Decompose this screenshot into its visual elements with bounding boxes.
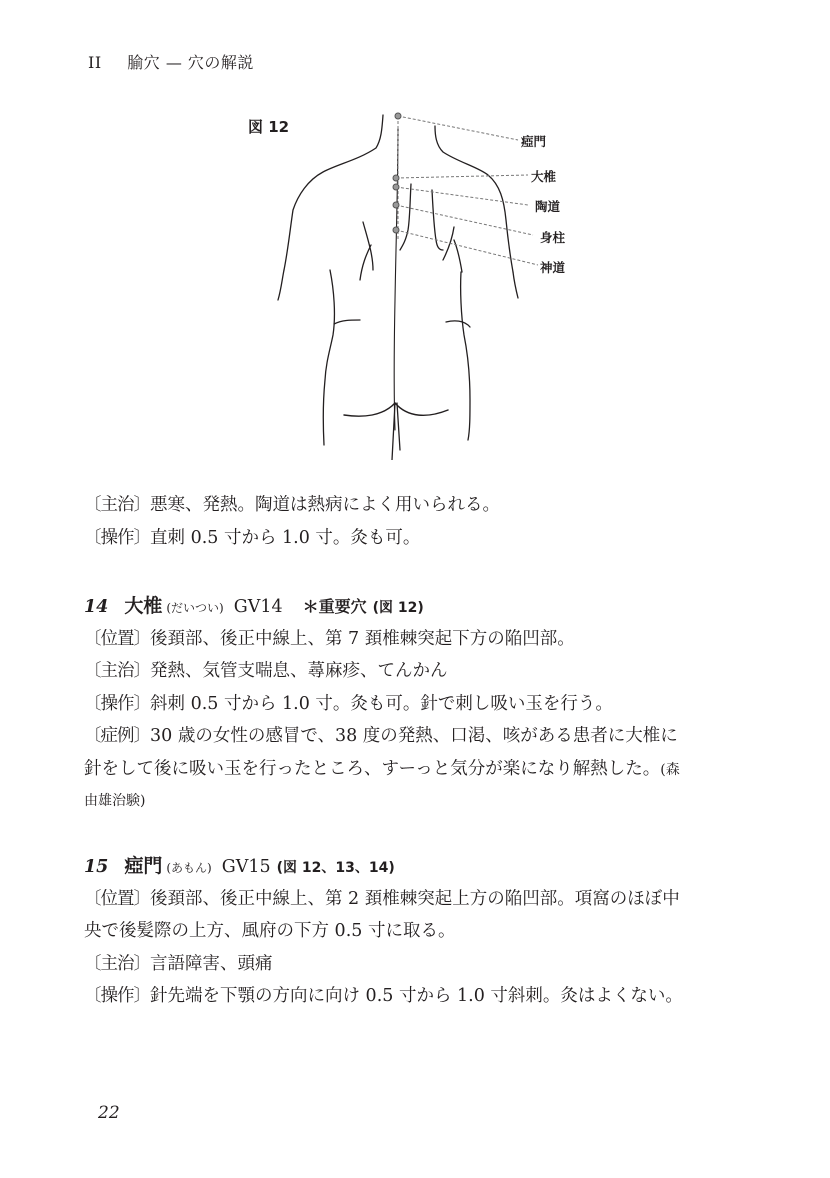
tag-method: 〔操作〕 <box>84 986 150 1006</box>
method-text: 直刺 0.5 寸から 1.0 寸。灸も可。 <box>150 527 421 548</box>
location-text: 後頚部、後正中線上、第 7 頚椎棘突起下方の陥凹部。 <box>150 628 575 649</box>
point-label-taodao: 陶道 <box>535 199 561 214</box>
case-source-note-cont: 由雄治験) <box>84 793 146 809</box>
importance-badge: ＊重要穴 <box>302 597 367 616</box>
method-line <box>84 980 683 1013</box>
indications-line <box>84 655 680 688</box>
tag-method: 〔操作〕 <box>84 527 150 548</box>
tag-indications: 〔主治〕 <box>84 953 150 974</box>
tag-location: 〔位置〕 <box>84 628 150 649</box>
case-continuation <box>84 753 680 786</box>
prev-section-body <box>84 489 500 554</box>
indications-line <box>84 948 683 981</box>
running-head <box>88 50 254 73</box>
method-text: 針先端を下顎の方向に向け 0.5 寸から 1.0 寸斜刺。灸はよくない。 <box>150 986 683 1006</box>
location-line <box>84 623 680 656</box>
case-source-note: (森 <box>660 761 680 778</box>
point-label-dazhui: 大椎 <box>531 169 557 184</box>
section-15-heading <box>84 850 683 883</box>
point-label-shenzhu: 身柱 <box>540 230 566 245</box>
prev-method-line <box>84 522 500 555</box>
tag-case: 〔症例〕 <box>84 726 150 746</box>
point-name: 瘂門 <box>124 855 163 877</box>
point-code: GV14 <box>233 597 283 617</box>
chapter-number: II <box>88 53 102 72</box>
case-line <box>84 720 680 753</box>
case-text: 30 歳の女性の感冒で、38 度の発熱、口渇、咳がある患者に大椎に <box>150 726 678 746</box>
prev-indications-line <box>84 489 500 522</box>
point-reading: (あもん) <box>166 861 212 875</box>
chapter-title: 腧穴 — 穴の解説 <box>127 53 254 72</box>
figure-12-back-diagram <box>238 100 598 460</box>
case-text-cont: 針をして後に吸い玉を行ったところ、すーっと気分が楽になり解熱した。 <box>84 758 661 779</box>
tag-location: 〔位置〕 <box>84 888 150 909</box>
method-text: 斜刺 0.5 寸から 1.0 寸。灸も可。針で刺し吸い玉を行う。 <box>150 693 613 714</box>
section-14-heading <box>84 590 680 623</box>
tag-indications: 〔主治〕 <box>84 495 150 515</box>
figure-reference: (図 12) <box>372 600 424 616</box>
section-15-yamen <box>84 850 683 1013</box>
location-continuation: 央で後髪際の上方、風府の下方 0.5 寸に取る。 <box>84 921 456 941</box>
location-text: 後頚部、後正中線上、第 2 頚椎棘突起上方の陥凹部。項窩のほぼ中 <box>150 888 680 909</box>
location-line <box>84 883 683 916</box>
point-reading: (だいつい) <box>166 601 224 615</box>
figure-reference: (図 12、13、14) <box>276 860 395 876</box>
tag-indications: 〔主治〕 <box>84 661 150 681</box>
point-code: GV15 <box>221 857 271 877</box>
back-outline-illustration <box>238 100 598 460</box>
point-number: 14 <box>84 597 109 617</box>
point-name: 大椎 <box>124 595 163 617</box>
figure-label: 図 12 <box>248 118 290 136</box>
tag-method: 〔操作〕 <box>84 693 150 714</box>
indications-text: 悪寒、発熱。陶道は熱病によく用いられる。 <box>150 495 500 515</box>
point-number: 15 <box>84 857 109 877</box>
indications-text: 言語障害、頭痛 <box>150 953 273 974</box>
indications-text: 発熱、気管支喘息、蕁麻疹、てんかん <box>150 661 448 681</box>
page-number: 22 <box>98 1103 120 1123</box>
point-label-shendao: 神道 <box>540 260 566 275</box>
point-label-yamen: 瘂門 <box>521 134 547 149</box>
section-14-dazhui <box>84 590 680 818</box>
method-line <box>84 688 680 721</box>
